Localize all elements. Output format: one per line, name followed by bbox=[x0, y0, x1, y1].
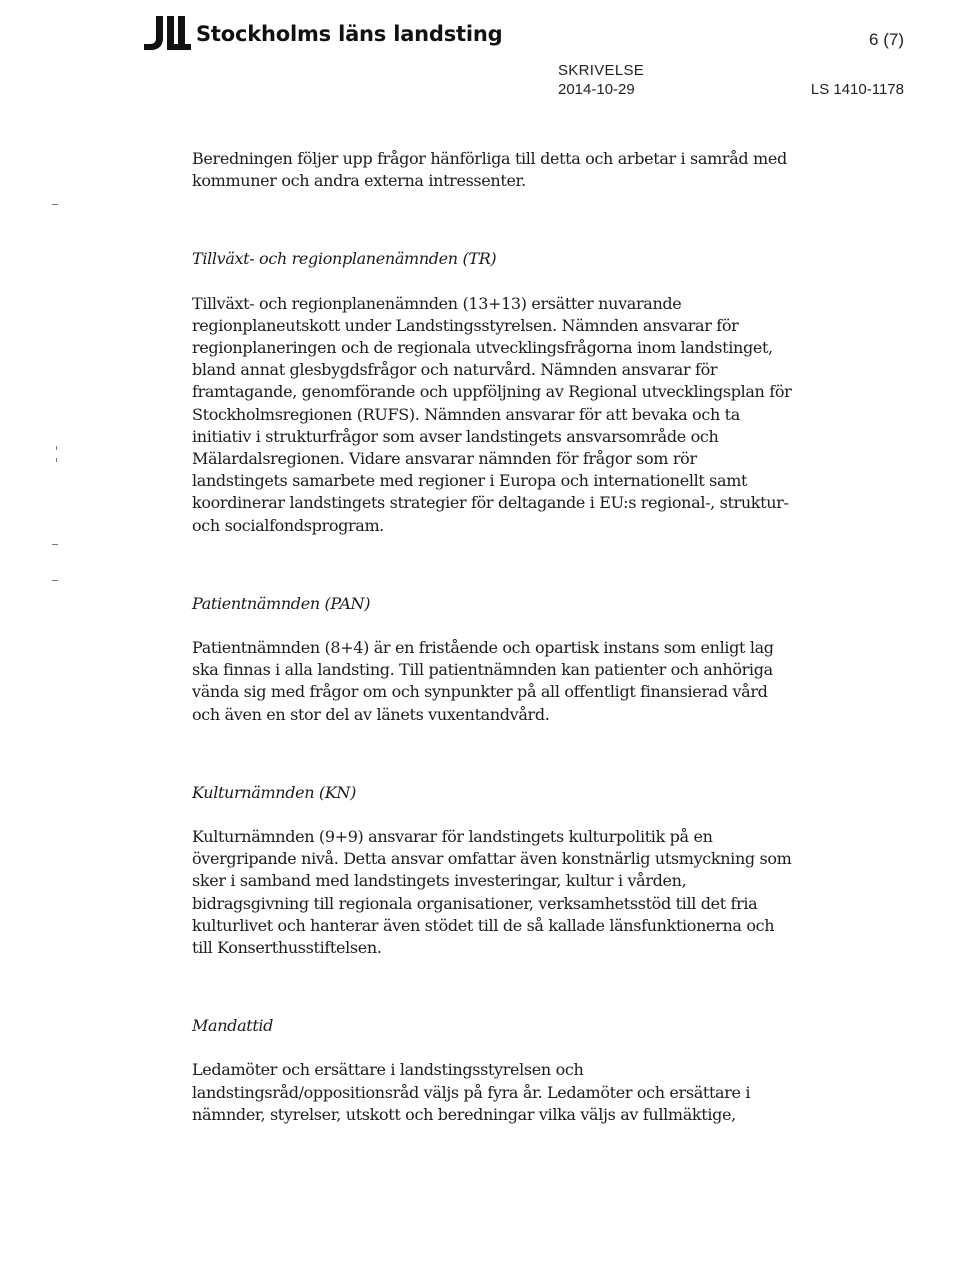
document-reference: LS 1410-1178 bbox=[810, 81, 904, 98]
letterhead bbox=[0, 0, 960, 110]
section-text-kn: Kulturnämnden (9+9) ansvarar för landstingets kulturpolitik på en övergripande nivå. Detta ansvar omfattar även konstnärlig utsmyckning som sker i samband med landstingets investeringar, kultur i vården, bidragsgivning till regionala organisationer, verksamhetsstöd till det fria kulturlivet och hanterar även stödet till de så kallade länsfunktionerna och till Konserthusstiftelsen. bbox=[192, 827, 792, 958]
page-number: 6 (7) bbox=[869, 30, 904, 49]
section-heading-pan: Patientnämnden (PAN) bbox=[192, 593, 371, 613]
organization-name: Stockholms läns landsting bbox=[196, 22, 503, 46]
section-heading-mandattid: Mandattid bbox=[192, 1016, 274, 1036]
section-text-mandattid: Ledamöter och ersättare i landstingsstyrelsen och landstingsråd/oppositionsråd väljs på fyra år. Ledamöter och ersättare i nämnder, styrelser, utskott och beredningar vilka väljs av fullmäktige, bbox=[192, 1060, 751, 1124]
section-text-pan: Patientnämnden (8+4) är en fristående och opartisk instans som enligt lag ska finnas i alla landsting. Till patientnämnden kan patienter och anhöriga vända sig med frågor om och synpunkter på all offentligt finansierad vård och även en stor del av länets vuxentandvård. bbox=[192, 638, 774, 724]
scan-artifact bbox=[52, 580, 58, 581]
scan-artifact bbox=[52, 204, 58, 205]
scan-artifact bbox=[56, 446, 57, 450]
document-body bbox=[192, 148, 792, 1126]
document-type: SKRIVELSE bbox=[558, 62, 645, 79]
intro-paragraph: Beredningen följer upp frågor hänförliga till detta och arbetar i samråd med kommuner och andra externa intressenter. bbox=[192, 149, 787, 191]
scan-artifact bbox=[56, 458, 57, 462]
document-date: 2014-10-29 bbox=[558, 81, 635, 98]
section-heading-tr: Tillväxt- och regionplanenämnden (TR) bbox=[192, 249, 497, 269]
section-text-tr: Tillväxt- och regionplanenämnden (13+13) ersätter nuvarande regionplaneutskott under Landstingsstyrelsen. Nämnden ansvarar för regionplaneringen och de regionala utvecklingsfrågorna inom landstinget, bland annat glesbygdsfrågor och naturvård. Nämnden ansvarar för framtagande, genomförande och uppföljning av Regional utvecklingsplan för Stockholmsregionen (RUFS). Nämnden ansvarar för att bevaka och ta initiativ i strukturfrågor som avser landstingets ansvarsområde och Mälardalsregionen. Vidare ansvarar nämnden för frågor som rör landstingets samarbete med regioner i Europa och internationellt samt koordinerar landstingets strategier för deltagande i EU:s regional-, struktur- och socialfondsprogram. bbox=[192, 293, 792, 535]
jll-monogram-icon bbox=[142, 14, 192, 52]
section-heading-kn: Kulturnämnden (KN) bbox=[192, 782, 356, 802]
scan-artifact bbox=[52, 544, 58, 545]
